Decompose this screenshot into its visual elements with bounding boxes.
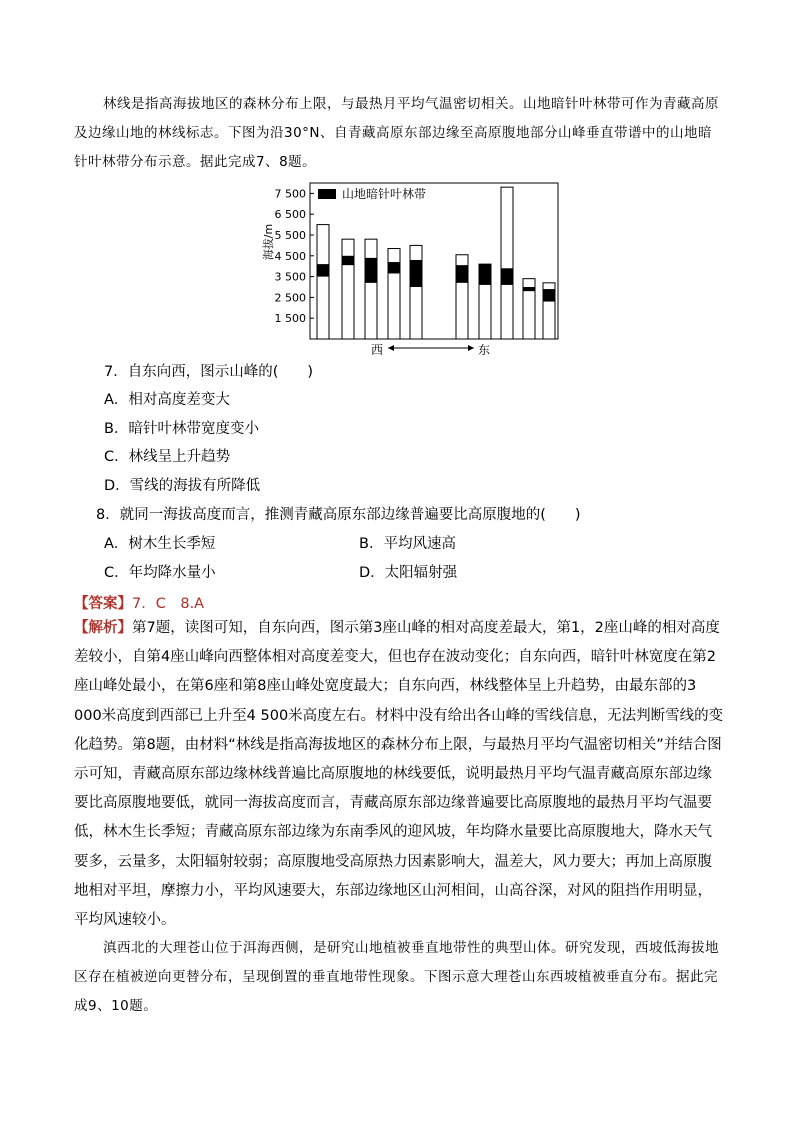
forest-belt-chart xyxy=(262,180,562,358)
legend-swatch xyxy=(318,189,336,199)
y-tick-label: 4 500 xyxy=(274,249,306,263)
dark-conifer-belt xyxy=(456,265,468,283)
explanation-tag: 【解析】 xyxy=(74,620,132,636)
answer-text: 7．C 8.A xyxy=(132,596,205,612)
q8-option-a: A．树木生长季短 xyxy=(104,536,216,552)
x-label-west: 西 xyxy=(370,343,384,357)
y-tick-label: 6 500 xyxy=(274,208,306,222)
intro-paragraph-9-10: 滇西北的大理苍山位于洱海西侧，是研究山地植被垂直地带性的典型山体。研究发现，西坡低海拔地区存在植被逆向更替分布，呈现倒置的垂直地带性现象。下图示意大理苍山东西坡植被垂直分布。据此完成9、10题。 xyxy=(74,940,719,1014)
q7-option-d: D．雪线的海拔有所降低 xyxy=(104,478,261,494)
chart-svg xyxy=(262,180,562,358)
peak-bar xyxy=(317,225,329,339)
q7-option-a: A．相对高度差变大 xyxy=(104,392,230,408)
q8-option-d: D．太阳辐射强 xyxy=(359,565,458,581)
dark-conifer-belt xyxy=(501,268,513,285)
peak-bar xyxy=(365,239,377,339)
peak-bar xyxy=(342,239,354,339)
q8-option-c: C．年均降水量小 xyxy=(104,565,216,581)
y-tick-label: 2 500 xyxy=(274,291,306,305)
explanation-paragraph xyxy=(74,614,726,935)
peak-bar xyxy=(501,187,513,339)
dark-conifer-belt xyxy=(317,264,329,276)
dark-conifer-belt xyxy=(342,256,354,265)
y-axis-label: 海拔/m xyxy=(262,223,275,261)
q7-option-c: C．林线呈上升趋势 xyxy=(104,449,231,465)
q7-option-b: B．暗针叶林带宽度变小 xyxy=(104,421,259,437)
y-tick-label: 5 500 xyxy=(274,229,306,242)
q8-option-b: B．平均风速高 xyxy=(359,536,456,552)
x-label-east: 东 xyxy=(477,343,491,357)
dark-conifer-belt xyxy=(523,287,535,291)
answer-tag: 【答案】 xyxy=(74,596,132,612)
dark-conifer-belt xyxy=(365,258,377,283)
y-tick-label: 7 500 xyxy=(274,187,306,201)
explanation-text: 第7题，读图可知，自东向西，图示第3座山峰的相对高度差最大，第1，2座山峰的相对高度差较小，自第4座山峰向西整体相对高度差变大，但也存在波动变化；自东向西，暗针叶林宽度在第2座山峰处最小，在第6座和第8座山峰处宽度最大；自东向西，林线整体呈上升趋势，由最东部的3 000米高度到西部已上升至4 500米高度左右。材料中没有给出各山峰的雪线信息，无法判断雪线的变化趋势。第8题，由材料“林线是指高海拔地区的森林分布上限，与最热月平均气温密切相关”并结合图示可知，青藏高原东部边缘林线普遍比高原腹地的林线要低，说明最热月平均气温青藏高原东部边缘要比高原腹地要低，就同一海拔高度而言，青藏高原东部边缘普遍要比高原腹地的最热月平均气温要低，林木生长季短；青藏高原东部边缘为东南季风的迎风坡，年均降水量要比高原腹地大，降水天气要多，云量多，太阳辐射较弱；高原腹地受高原热力因素影响大，温差大，风力要大；再加上高原腹地相对平坦，摩擦力小，平均风速要大，东部边缘地区山河相间，山高谷深，对风的阻挡作用明显，平均风速较小。 xyxy=(74,620,724,929)
dark-conifer-belt xyxy=(543,289,555,301)
dark-conifer-belt xyxy=(410,260,422,287)
peak-bar xyxy=(410,245,422,339)
legend-label: 山地暗针叶林带 xyxy=(342,187,427,201)
arrow-head-east xyxy=(468,345,474,351)
y-axis-ticks xyxy=(275,187,315,325)
y-tick-label: 1 500 xyxy=(274,312,306,326)
arrow-head-west xyxy=(388,345,394,351)
intro-paragraph-7-8: 林线是指高海拔地区的森林分布上限，与最热月平均气温密切相关。山地暗针叶林带可作为青藏高原及边缘山地的林线标志。下图为沿30°N、自青藏高原东部边缘至高原腹地部分山峰垂直带谱中的山地暗针叶林带分布示意。据此完成7、8题。 xyxy=(74,96,719,170)
dark-conifer-belt xyxy=(388,262,400,273)
question-7-stem: 7．自东向西，图示山峰的( ) xyxy=(104,364,314,380)
dark-conifer-belt xyxy=(479,264,491,285)
question-8-stem: 8．就同一海拔高度而言，推测青藏高原东部边缘普遍要比高原腹地的( ) xyxy=(96,507,581,523)
y-tick-label: 3 500 xyxy=(274,270,306,284)
peak-bars xyxy=(317,187,555,339)
